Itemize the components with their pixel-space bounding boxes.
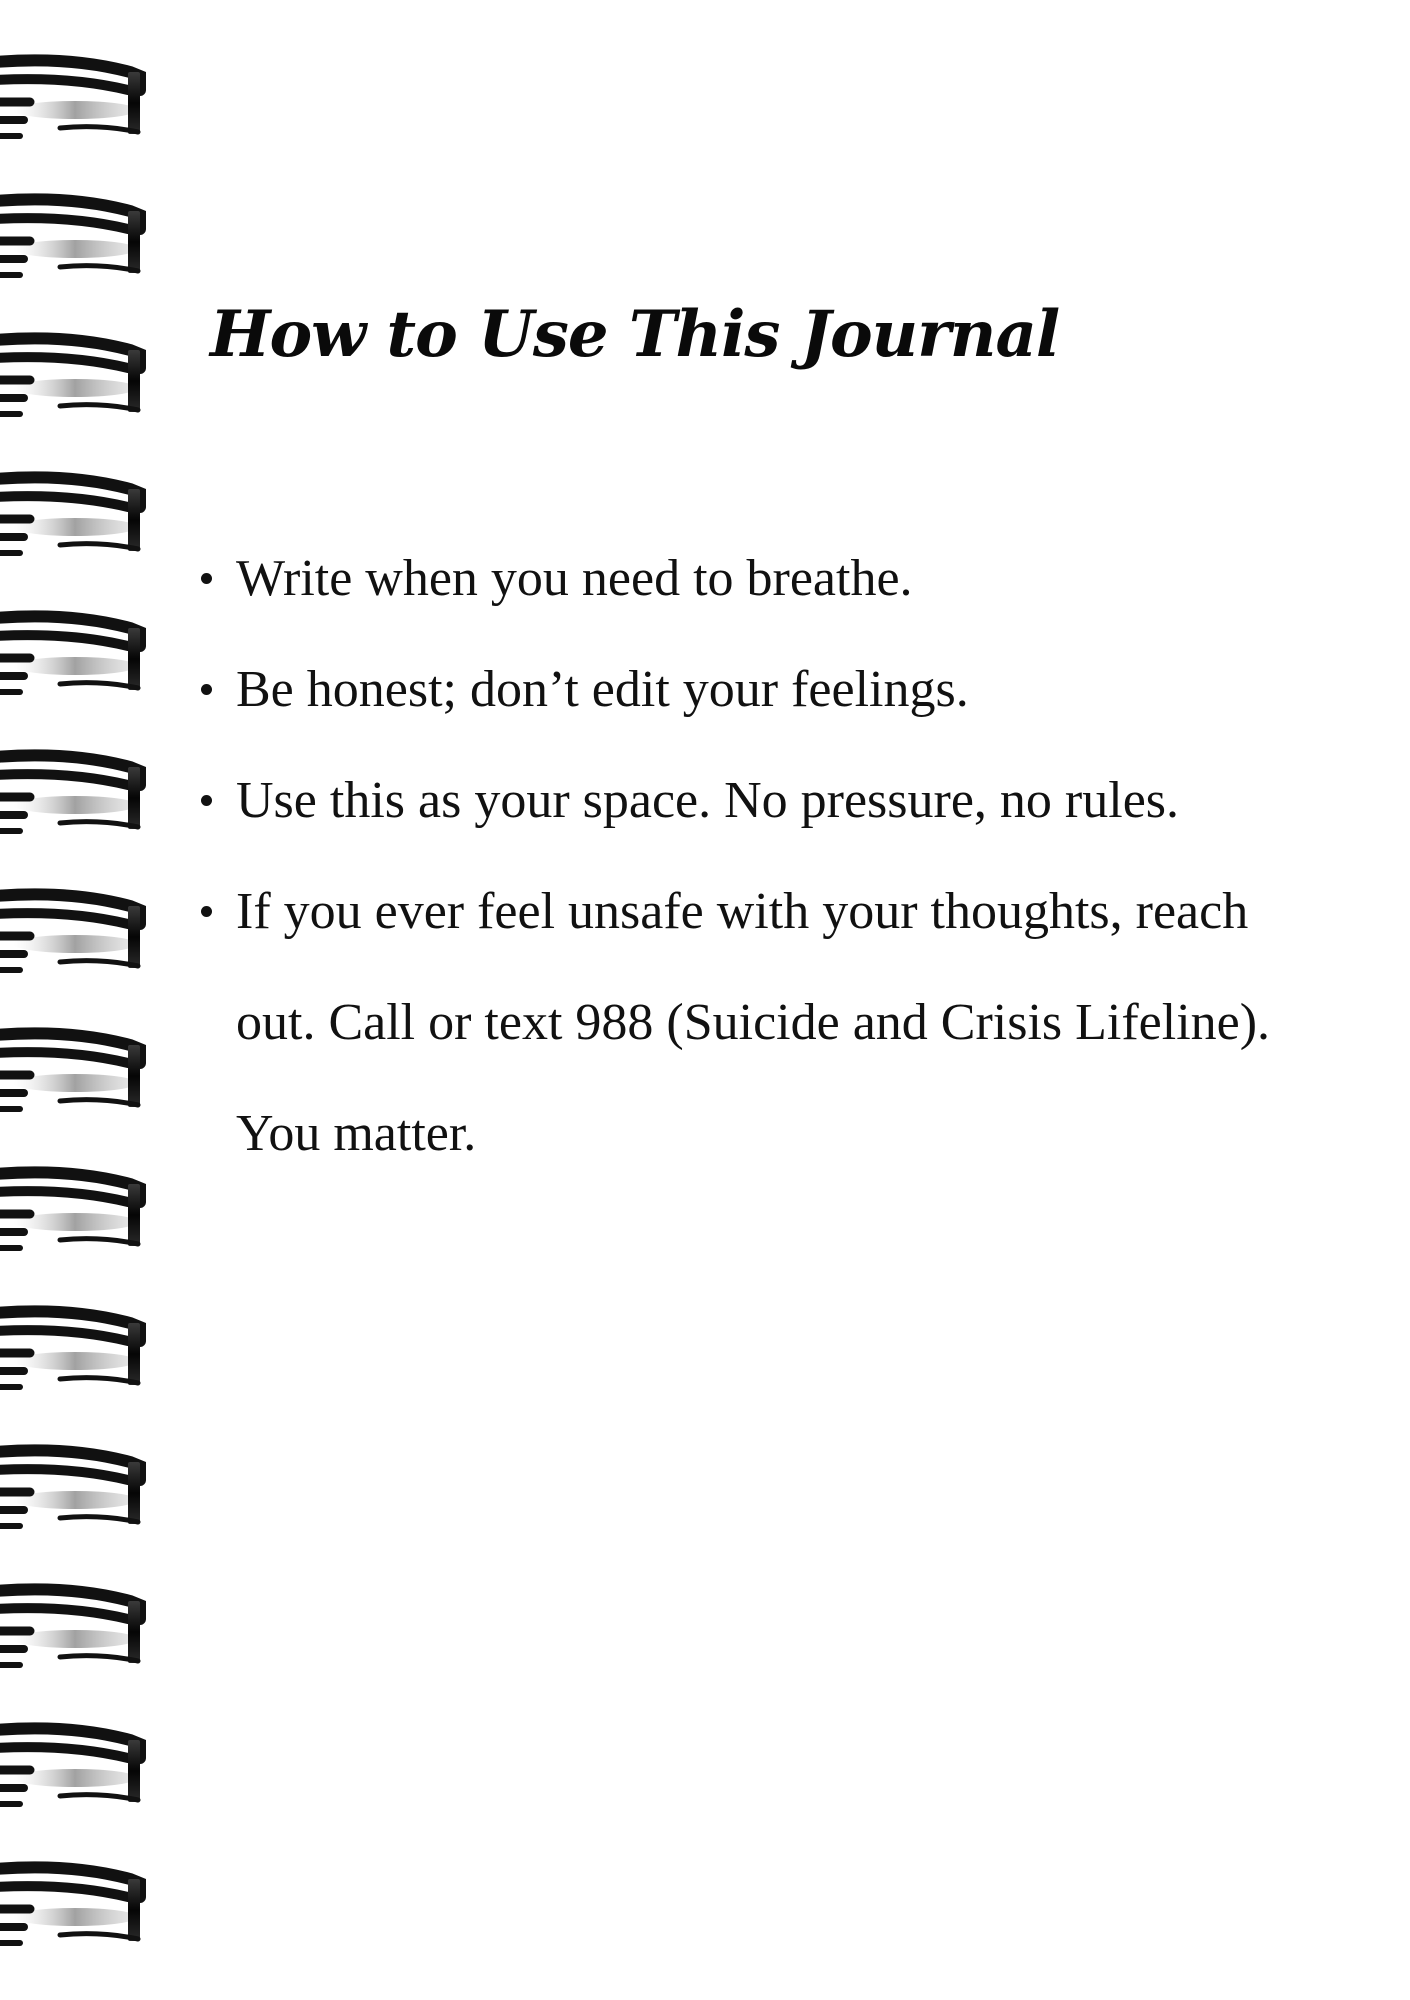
list-item xyxy=(236,523,1316,634)
spiral-binding xyxy=(0,0,150,2000)
spiral-ring xyxy=(0,755,140,831)
spiral-ring xyxy=(0,1311,140,1387)
tips-list xyxy=(186,523,1316,1189)
bullet-icon xyxy=(201,906,212,917)
spiral-ring xyxy=(0,1033,140,1109)
spiral-ring xyxy=(0,338,140,414)
tip-text: Be honest; don’t edit your feelings. xyxy=(236,661,969,718)
bullet-icon xyxy=(201,684,212,695)
spiral-ring xyxy=(0,1728,140,1804)
spiral-ring xyxy=(0,199,140,275)
spiral-ring xyxy=(0,60,140,136)
spiral-ring xyxy=(0,894,140,970)
spiral-ring xyxy=(0,1172,140,1248)
spiral-ring xyxy=(0,1589,140,1665)
bullet-icon xyxy=(201,795,212,806)
list-item xyxy=(236,856,1316,1189)
tip-text: Use this as your space. No pressure, no rules. xyxy=(236,772,1180,829)
list-item xyxy=(236,745,1316,856)
spiral-ring xyxy=(0,1867,140,1943)
spiral-ring xyxy=(0,477,140,553)
bullet-icon xyxy=(201,573,212,584)
spiral-ring xyxy=(0,616,140,692)
list-item xyxy=(236,634,1316,745)
tip-text: Write when you need to breathe. xyxy=(236,550,913,607)
page-title: How to Use This Journal xyxy=(210,297,1060,372)
spiral-ring xyxy=(0,1450,140,1526)
tip-text: If you ever feel unsafe with your thoughts, reach out. Call or text 988 (Suicide and Crisis Lifeline). You matter. xyxy=(236,883,1271,1162)
